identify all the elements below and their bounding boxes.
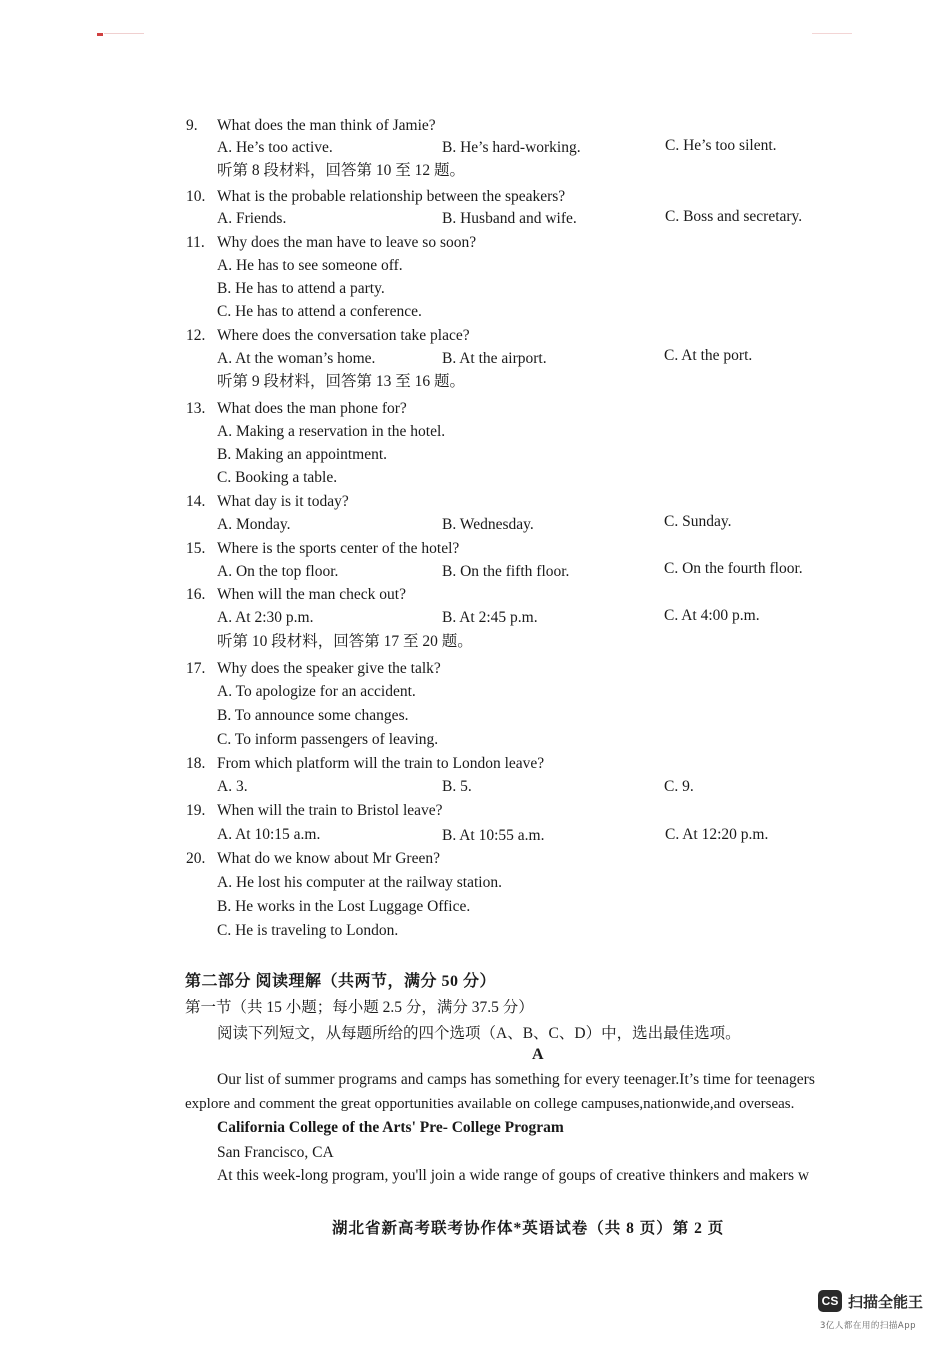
question-17: 17. Why does the speaker give the talk?	[186, 660, 441, 677]
scan-artifact	[104, 33, 144, 34]
option-15a: A. On the top floor.	[217, 563, 339, 580]
page-footer: 湖北省新高考联考协作体*英语试卷（共 8 页）第 2 页	[332, 1220, 725, 1237]
option-11c: C. He has to attend a conference.	[217, 303, 422, 320]
option-11b: B. He has to attend a party.	[217, 280, 385, 297]
scanner-logo-icon: CS	[818, 1290, 842, 1312]
listening-instruction-seg8: 听第 8 段材料，回答第 10 至 12 题。	[217, 162, 466, 179]
option-19a: A. At 10:15 a.m.	[217, 826, 321, 843]
option-15b: B. On the fifth floor.	[442, 563, 570, 580]
question-9: 9. What does the man think of Jamie?	[186, 117, 436, 134]
option-20b: B. He works in the Lost Luggage Office.	[217, 898, 471, 915]
option-14c: C. Sunday.	[664, 513, 732, 530]
option-13c: C. Booking a table.	[217, 469, 338, 486]
scan-artifact	[812, 33, 852, 34]
passage-para1-line2: explore and comment the great opportunities available on college campuses,nationwide,and overseas.	[185, 1096, 795, 1112]
option-17a: A. To apologize for an accident.	[217, 683, 416, 700]
option-12c: C. At the port.	[664, 347, 753, 364]
option-13b: B. Making an appointment.	[217, 446, 388, 463]
reading-instruction: 阅读下列短文，从每题所给的四个选项（A、B、C、D）中，选出最佳选项。	[217, 1025, 741, 1042]
option-18c: C. 9.	[664, 778, 694, 795]
scanner-app-name: 扫描全能王	[848, 1292, 924, 1311]
option-14b: B. Wednesday.	[442, 516, 534, 533]
option-9c: C. He’s too silent.	[665, 137, 777, 154]
option-16a: A. At 2:30 p.m.	[217, 609, 314, 626]
option-9a: A. He’s too active.	[217, 139, 333, 156]
program-title: California College of the Arts' Pre- College Program	[217, 1119, 564, 1136]
option-17c: C. To inform passengers of leaving.	[217, 731, 439, 748]
listening-instruction-seg9: 听第 9 段材料，回答第 13 至 16 题。	[217, 373, 466, 390]
part2-heading: 第二部分 阅读理解（共两节，满分 50 分）	[185, 973, 497, 990]
question-13: 13. What does the man phone for?	[186, 400, 407, 417]
option-14a: A. Monday.	[217, 516, 291, 533]
option-10a: A. Friends.	[217, 210, 287, 227]
option-18a: A. 3.	[217, 778, 248, 795]
option-19b: B. At 10:55 a.m.	[442, 827, 545, 844]
option-18b: B. 5.	[442, 778, 472, 795]
program-location: San Francisco, CA	[217, 1144, 334, 1161]
option-16b: B. At 2:45 p.m.	[442, 609, 538, 626]
option-20a: A. He lost his computer at the railway station.	[217, 874, 502, 891]
question-14: 14. What day is it today?	[186, 493, 349, 510]
option-19c: C. At 12:20 p.m.	[665, 826, 769, 843]
option-17b: B. To announce some changes.	[217, 707, 409, 724]
option-20c: C. He is traveling to London.	[217, 922, 399, 939]
option-15c: C. On the fourth floor.	[664, 560, 803, 577]
option-16c: C. At 4:00 p.m.	[664, 607, 760, 624]
question-12: 12. Where does the conversation take place?	[186, 327, 470, 344]
question-11: 11. Why does the man have to leave so soon?	[186, 234, 477, 251]
question-16: 16. When will the man check out?	[186, 586, 406, 603]
section1-heading: 第一节（共 15 小题；每小题 2.5 分，满分 37.5 分）	[185, 999, 534, 1016]
passage-para1-line1: Our list of summer programs and camps has something for every teenager.It’s time for teenagers	[217, 1071, 815, 1088]
option-13a: A. Making a reservation in the hotel.	[217, 423, 446, 440]
question-15: 15. Where is the sports center of the hotel?	[186, 540, 460, 557]
option-11a: A. He has to see someone off.	[217, 257, 403, 274]
scan-artifact	[97, 33, 103, 36]
option-9b: B. He’s hard-working.	[442, 139, 581, 156]
question-18: 18. From which platform will the train to London leave?	[186, 755, 545, 772]
scanner-tagline: 3亿人都在用的扫描App	[820, 1321, 917, 1331]
option-12a: A. At the woman’s home.	[217, 350, 376, 367]
passage-para2-line1: At this week-long program, you'll join a wide range of goups of creative thinkers and makers w	[217, 1167, 810, 1184]
question-20: 20. What do we know about Mr Green?	[186, 850, 440, 867]
scanner-watermark	[818, 1290, 923, 1312]
question-19: 19. When will the train to Bristol leave?	[186, 802, 443, 819]
passage-label: A	[532, 1046, 544, 1063]
option-10b: B. Husband and wife.	[442, 210, 577, 227]
question-10: 10. What is the probable relationship between the speakers?	[186, 188, 566, 205]
option-10c: C. Boss and secretary.	[665, 208, 803, 225]
option-12b: B. At the airport.	[442, 350, 547, 367]
listening-instruction-seg10: 听第 10 段材料，回答第 17 至 20 题。	[217, 633, 473, 650]
